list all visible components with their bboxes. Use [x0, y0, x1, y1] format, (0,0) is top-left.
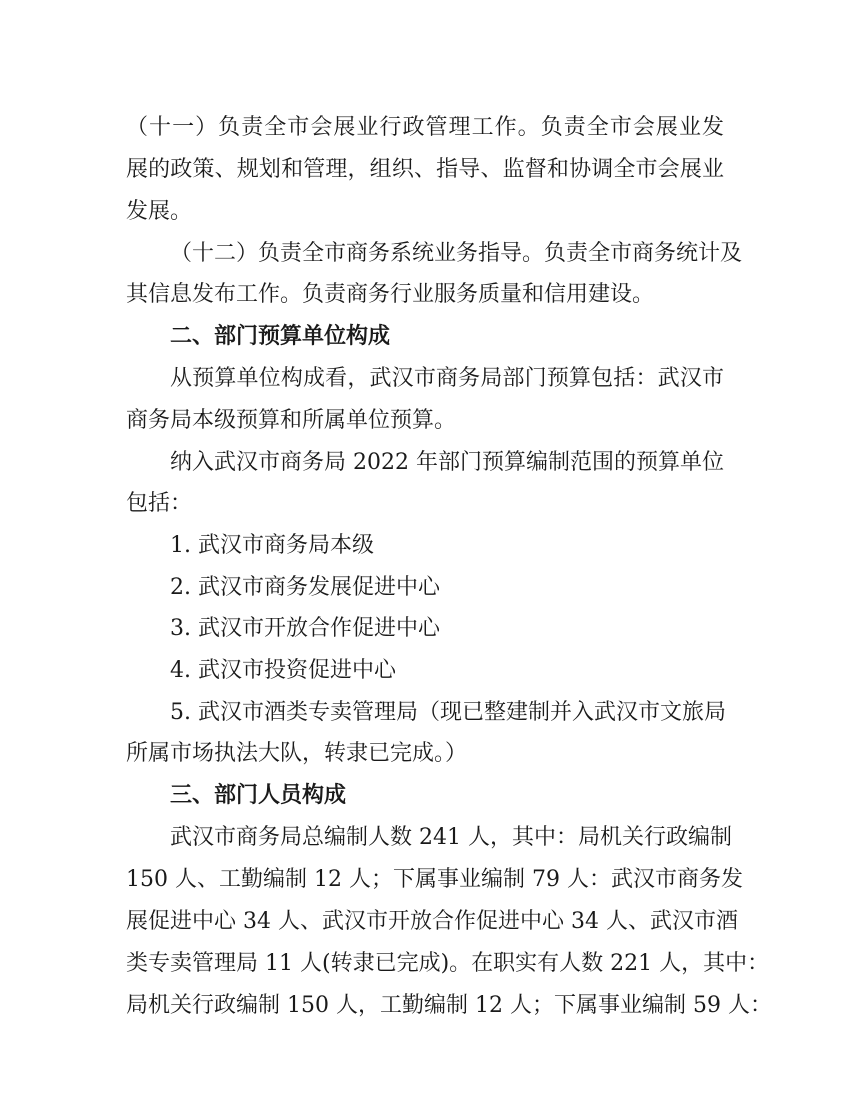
list-item-5-line-2: 所属市场执法大队，转隶已完成。）	[126, 741, 468, 766]
paragraph-11-line-1: （十一）负责全市会展业行政管理工作。负责全市会展业发	[126, 115, 724, 140]
section-heading-staff: 三、部门人员构成	[170, 783, 347, 808]
paragraph-12-line-2: 其信息发布工作。负责商务行业服务质量和信用建设。	[126, 282, 655, 307]
list-item-2: 2. 武汉市商务发展促进中心	[170, 575, 440, 600]
budget-scope-line-2: 包括：	[126, 491, 193, 516]
budget-scope-line-1: 纳入武汉市商务局 2022 年部门预算编制范围的预算单位	[170, 450, 724, 475]
paragraph-11-line-3: 发展。	[126, 199, 193, 224]
list-item-5-line-1: 5. 武汉市酒类专卖管理局（现已整建制并入武汉市文旅局	[170, 700, 726, 725]
paragraph-11-line-2: 展的政策、规划和管理，组织、指导、监督和协调全市会展业	[126, 157, 724, 182]
list-item-1: 1. 武汉市商务局本级	[170, 533, 374, 558]
budget-units-line-1: 从预算单位构成看，武汉市商务局部门预算包括：武汉市	[170, 366, 724, 391]
staff-line-5: 局机关行政编制 150 人，工勤编制 12 人；下属事业编制 59 人：	[126, 993, 772, 1018]
staff-line-4: 类专卖管理局 11 人(转隶已完成)。在职实有人数 221 人，其中：	[126, 951, 770, 976]
staff-line-1: 武汉市商务局总编制人数 241 人，其中：局机关行政编制	[170, 825, 732, 850]
staff-line-3: 展促进中心 34 人、武汉市开放合作促进中心 34 人、武汉市酒	[126, 909, 738, 934]
list-item-4: 4. 武汉市投资促进中心	[170, 658, 396, 683]
budget-units-line-2: 商务局本级预算和所属单位预算。	[126, 408, 457, 433]
list-item-3: 3. 武汉市开放合作促进中心	[170, 616, 440, 641]
paragraph-12-line-1: （十二）负责全市商务系统业务指导。负责全市商务统计及	[170, 241, 743, 266]
staff-line-2: 150 人、工勤编制 12 人；下属事业编制 79 人：武汉市商务发	[126, 867, 743, 892]
section-heading-budget-units: 二、部门预算单位构成	[170, 324, 391, 349]
